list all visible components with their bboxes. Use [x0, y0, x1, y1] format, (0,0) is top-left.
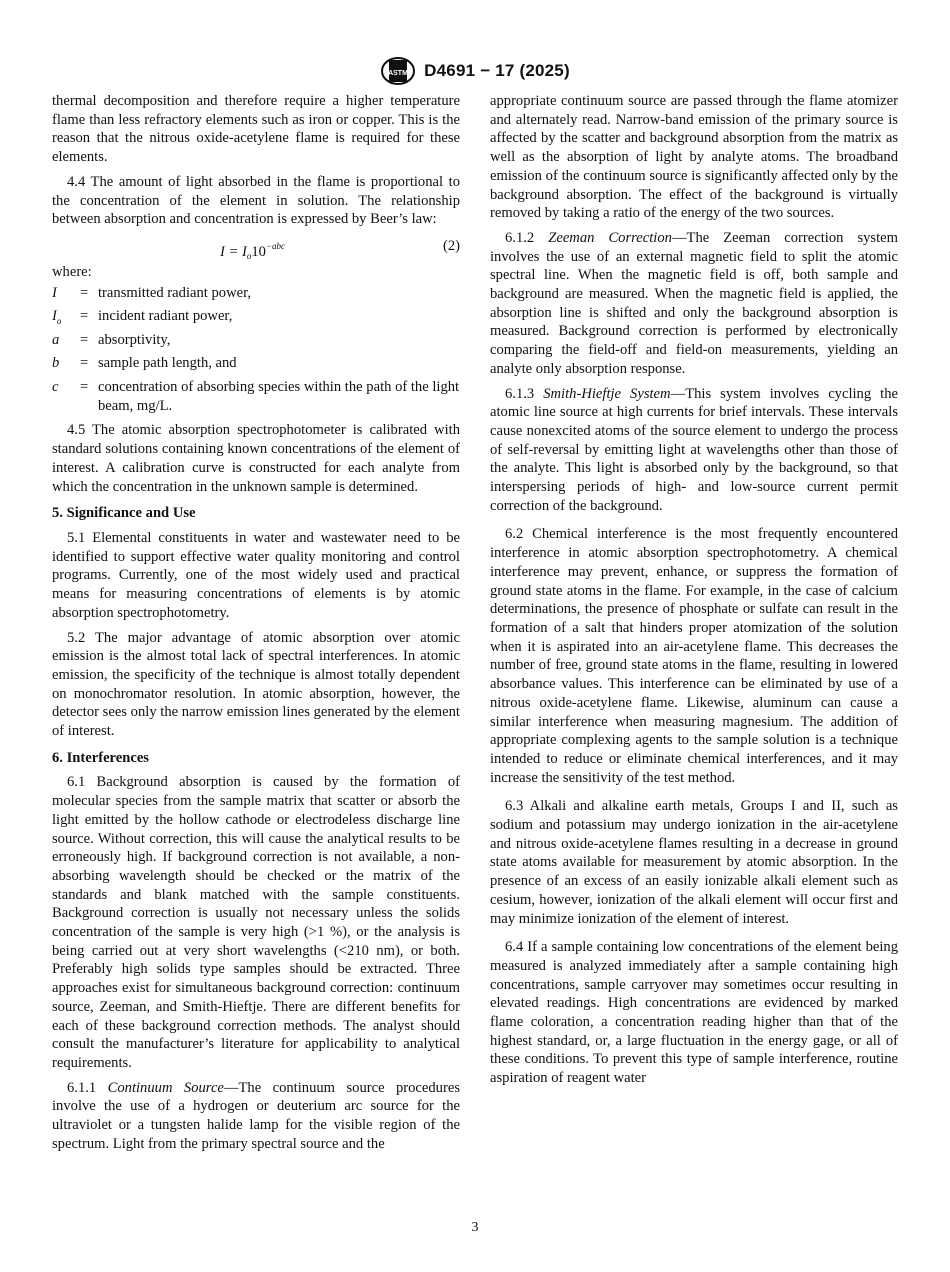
definition-row: c = concentration of absorbing species within the path of the light beam, mg/L. — [52, 379, 460, 414]
section-heading-6: 6. Interferences — [52, 749, 149, 766]
left-column — [52, 92, 460, 1159]
astm-logo-icon — [380, 56, 416, 86]
paragraph-5-2: 5.2 The major advantage of atomic absorption over atomic emission is the almost total lack of spectral interferences. In atomic emission, the specificity of the technique is almost totally dependent on monochromator resolution. In atomic absorption, however, the detector sees only the narrow emission lines generated by the element of interest. — [52, 629, 460, 740]
definition-row: I = transmitted radiant power, — [52, 284, 252, 301]
paragraph-6-2: 6.2 Chemical interference is the most frequently encountered interference in atomic absorption spectrophotometry. A chemical interference may prevent, enhance, or suppress the formation of ground state atoms in the flame. For example, in the case of calcium determinations, the presence of phosphate or sulfate can result in the formation of a salt that hinders proper atomization of the solution when it is aspirated into an air-acetylene flame. This decreases the number of free, ground state atoms in the flame, resulting in lowered absorbance values. This interference can be eliminated by use of a nitrous oxide-acetylene flame. Likewise, aluminum can cause a similar interference when measuring magnesium. The addition of appropriate complexing agents to the sample solution is a technique intended to reduce or eliminate chemical interferences, and it may increase the sensitivity of the test method. — [490, 526, 898, 786]
page-number: 3 — [471, 1220, 479, 1235]
definition-row: b = sample path length, and — [52, 355, 237, 372]
paragraph-continued: thermal decomposition and therefore require a higher temperature flame than less refractory elements such as iron or copper. This is the reason that the nitrous oxide-acetylene flame is required for these elements. — [52, 93, 460, 166]
subsection-title: Smith-Hieftje System — [543, 385, 671, 402]
paragraph-6-1-3: 6.1.3 Smith-Hieftje System—This system involves cycling the atomic line source at high currents for brief intervals. These intervals cause nonexcited atoms of the source element to undergo the process of self-reversal by emitting light at wavelengths other than those of the analyte. This light is absorbed only by the background, so that interspersing periods of high- and low-source current permit correction of the background. — [490, 385, 898, 514]
paragraph-continued: appropriate continuum source are passed through the flame atomizer and alternately read. Narrow-band emission of the primary source is affected by the scatter and background absorption from the matrix as well as the absorption of light by analyte atoms. The broadband emission of the continuum source is significantly affected only by the background absorption. The effect of the background is virtually removed by taking a ratio of the energy of the two sources. — [490, 93, 898, 222]
equation-number: (2) — [442, 237, 460, 254]
equation-body: $I = I_o10^{-abc}$ — [220, 240, 286, 261]
page-header — [0, 56, 950, 91]
variable-definitions — [52, 284, 460, 416]
paragraph-6-1-1: 6.1.1 Continuum Source—The continuum source procedures involve the use of a hydrogen or deuterium arc source for the ultraviolet or a tungsten halide lamp for the visible region of the spectrum. Light from the primary spectral source and the — [52, 1079, 460, 1152]
definition-row: a = absorptivity, — [52, 331, 171, 348]
document-designation: D4691 − 17 (2025) — [424, 61, 570, 80]
subsection-title: Zeeman Correction — [548, 229, 672, 246]
paragraph-6-1: 6.1 Background absorption is caused by the formation of molecular species from the sample matrix that scatter or absorb the light emitted by the hollow cathode or electrodeless discharge line source. Without correction, this will cause the analytical results to be erroneously high. If background correction is not available, a non-absorbing wavelength should be checked or the matrix of the standards and blank matched with the sample constituents. Background correction is usually not necessary unless the solids concentration of the sample is very high (>1 %), or the analysis is being carried out at very short wavelengths (<210 nm), or both. Preferably high solids type samples should be extracted. Three approaches exist for simultaneous background correction: continuum source, Zeeman, and Smith-Hieftje. There are different benefits for each of these background correction methods. The analyst should consult the manufacturer’s literature for applicability to analytical requirements. — [52, 774, 460, 1071]
paragraph-4-4: 4.4 The amount of light absorbed in the flame is proportional to the concentration of the element in solution. The relationship between absorption and concentration is expressed by Beer’s law: — [52, 173, 460, 228]
subsection-title: Continuum Source — [107, 1079, 224, 1096]
paragraph-6-1-2: 6.1.2 Zeeman Correction—The Zeeman correction system involves the use of an external magnetic field to split the atomic spectral line. When the magnetic field is off, both sample and background are measured. When the magnetic field is applied, the absorption line is shifted and only the background absorption is measured. Background correction is performed by electronically comparing the field-off and field-on measurements, yielding an analyte only absorption response. — [490, 229, 898, 377]
paragraph-5-1: 5.1 Elemental constituents in water and wastewater need to be identified to support effective water quality monitoring and control programs. Currently, one of the most widely used and practical means for measuring concentrations of elements is by atomic absorption spectrophotometry. — [52, 529, 460, 621]
where-label: where: — [52, 263, 92, 280]
beers-law-equation — [52, 235, 460, 261]
paragraph-6-4: 6.4 If a sample containing low concentrations of the element being measured is analyzed immediately after a sample containing high concentrations, sample carryover may sometimes occur resulting in elevated readings. High concentrations are evidenced by marked flame coloration, a concentration reading higher than that of the highest standard, or, a large fluctuation in the energy gage, or all of these conditions. To prevent this type of sample interference, routine aspiration of reagent water — [490, 939, 898, 1087]
definition-row: $I_o$ = incident radiant power, — [52, 308, 233, 327]
section-heading-5: 5. Significance and Use — [52, 505, 196, 522]
svg-text:ASTM: ASTM — [388, 70, 409, 77]
paragraph-4-5: 4.5 The atomic absorption spectrophotometer is calibrated with standard solutions containing known concentrations of the element of interest. A calibration curve is constructed for each analyte from which the concentration in the unknown sample is determined. — [52, 422, 460, 495]
right-column — [490, 92, 898, 1094]
paragraph-6-3: 6.3 Alkali and alkaline earth metals, Groups I and II, such as sodium and potassium may undergo ionization in the air-acetylene and nitrous oxide-acetylene flames resulting in a decrease in ground state atoms available for measurement by atomic absorption. In the presence of an excess of an easily ionizable alkali element such as cesium, however, ionization of the alkali element will occur first and may minimize ionization of the element of interest. — [490, 798, 898, 927]
